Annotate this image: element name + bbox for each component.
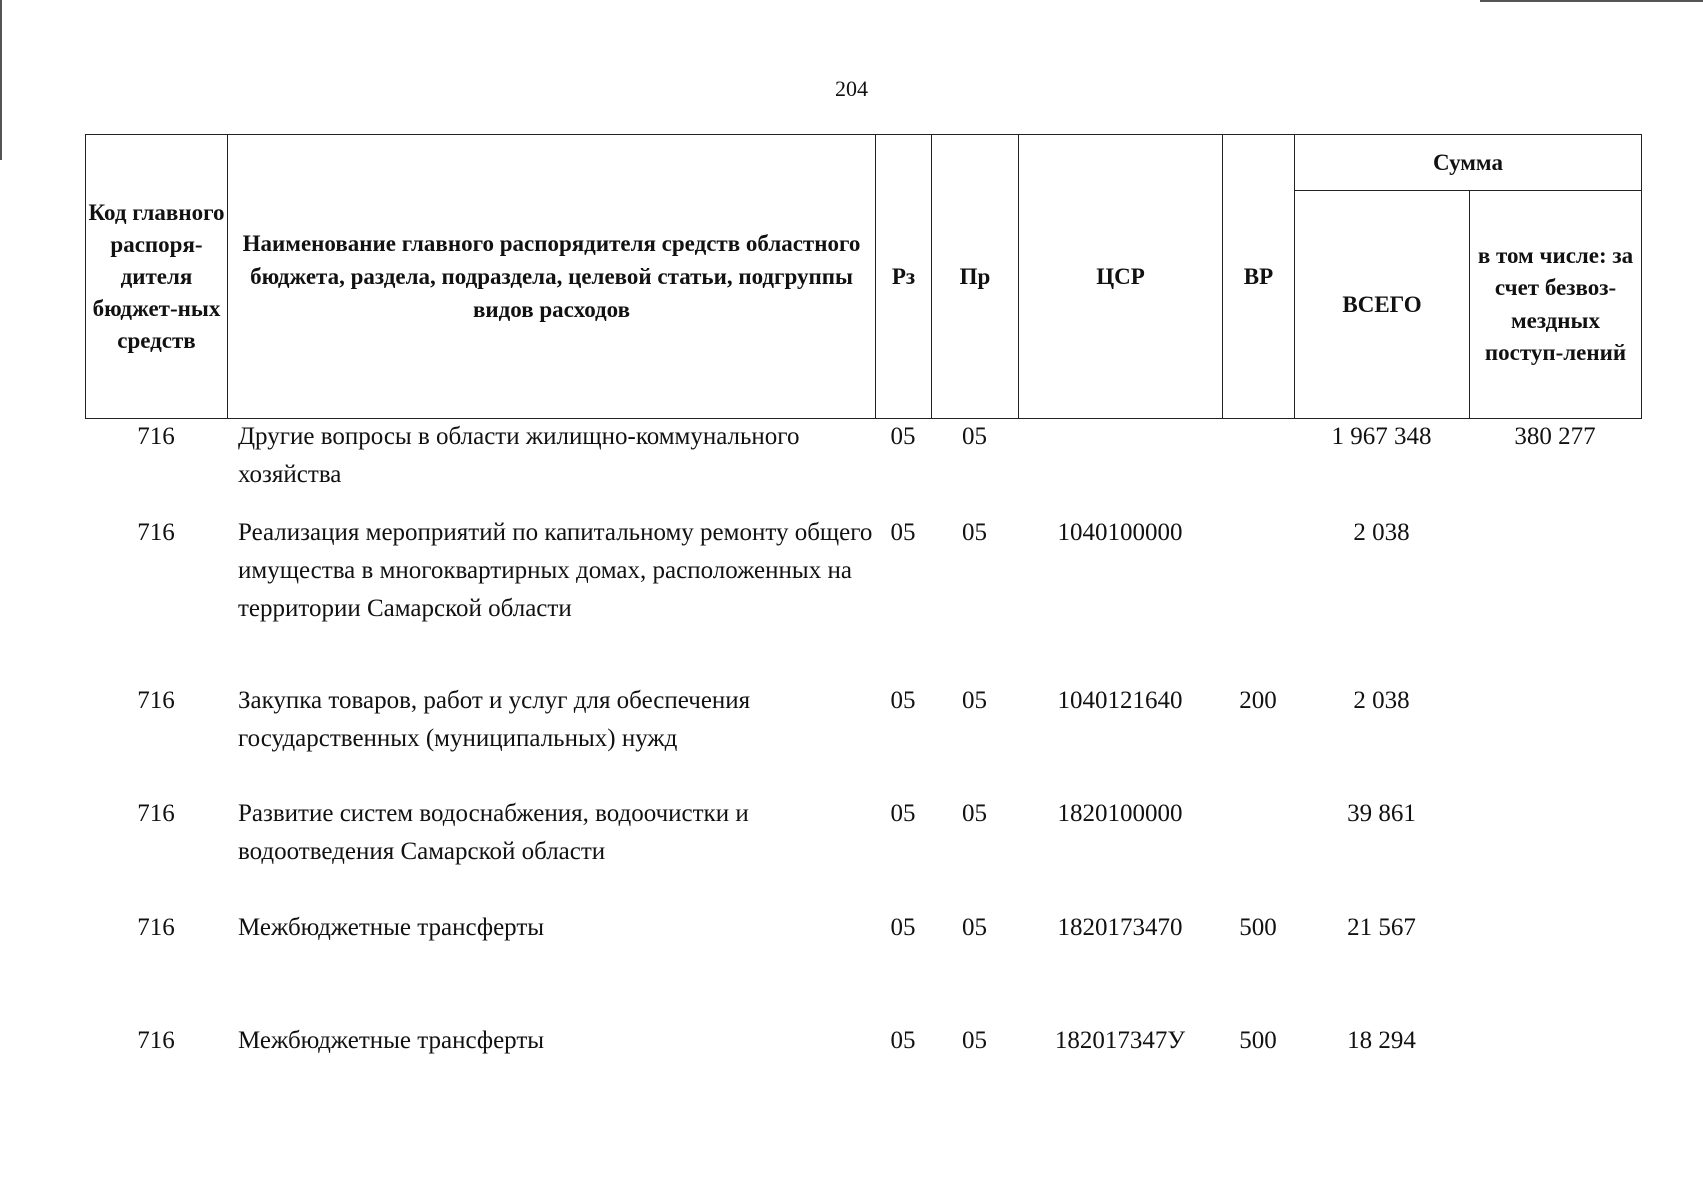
cell-rz: 05: [890, 519, 916, 546]
header-incl: в том числе: за счет безвоз-мездных поступ-лений: [1470, 191, 1642, 419]
cell-csr: 1820173470: [1057, 914, 1183, 941]
cell-csr: 182017347У: [1054, 1027, 1186, 1054]
cell-incl: [1469, 795, 1641, 909]
cell-code: 716: [137, 914, 175, 941]
cell-incl: [1469, 1022, 1641, 1082]
cell-code: 716: [137, 687, 175, 714]
scan-edge-top-right: [1480, 0, 1703, 2]
header-vr: ВР: [1223, 135, 1295, 419]
cell-total: 21 567: [1347, 914, 1416, 941]
cell-rz: 05: [890, 1027, 916, 1054]
cell-name: Реализация мероприятий по капитальному ремонту общего имущества в многоквартирных домах, расположенных на территории Самарской области: [238, 519, 873, 622]
cell-csr: 1820100000: [1057, 800, 1183, 827]
cell-incl: [1469, 514, 1641, 682]
cell-rz: 05: [890, 800, 916, 827]
header-code: Код главного распоря-дителя бюджет-ных средств: [86, 135, 228, 419]
cell-incl: [1469, 682, 1641, 795]
cell-vr: [1222, 795, 1294, 909]
cell-name: Другие вопросы в области жилищно-коммунального хозяйства: [238, 423, 800, 488]
cell-pr: 05: [962, 1027, 987, 1054]
cell-csr: 1040121640: [1057, 687, 1183, 714]
table-row: [85, 909, 1641, 1022]
cell-rz: 05: [890, 423, 916, 450]
cell-rz: 05: [890, 687, 916, 714]
cell-csr: [1018, 418, 1222, 514]
cell-incl: [1469, 909, 1641, 1022]
cell-total: 18 294: [1347, 1027, 1416, 1054]
cell-code: 716: [137, 519, 175, 546]
header-pr: Пр: [932, 135, 1019, 419]
table-row: [85, 682, 1641, 795]
cell-code: 716: [137, 1027, 175, 1054]
cell-name: Развитие систем водоснабжения, водоочистки и водоотведения Самарской области: [238, 800, 749, 865]
table-row: [85, 795, 1641, 909]
cell-total: 2 038: [1353, 519, 1410, 546]
header-csr: ЦСР: [1019, 135, 1223, 419]
cell-code: 716: [137, 800, 175, 827]
cell-pr: 05: [962, 423, 987, 450]
cell-name: Закупка товаров, работ и услуг для обеспечения государственных (муниципальных) нужд: [238, 687, 751, 752]
cell-vr: 200: [1239, 687, 1277, 714]
cell-total: 39 861: [1347, 800, 1416, 827]
table-row: [85, 514, 1641, 682]
cell-total: 2 038: [1353, 687, 1410, 714]
table-row: [85, 418, 1641, 514]
cell-vr: [1222, 514, 1294, 682]
cell-pr: 05: [962, 914, 987, 941]
cell-code: 716: [137, 423, 175, 450]
cell-pr: 05: [962, 800, 987, 827]
cell-vr: 500: [1239, 1027, 1277, 1054]
cell-incl: 380 277: [1514, 423, 1596, 450]
cell-pr: 05: [962, 687, 987, 714]
header-sum: Сумма: [1295, 135, 1642, 191]
cell-rz: 05: [890, 914, 916, 941]
table-row: [85, 1022, 1641, 1082]
header-total: ВСЕГО: [1295, 191, 1470, 419]
cell-total: 1 967 348: [1331, 423, 1432, 450]
table-header: [85, 134, 1642, 419]
cell-vr: [1222, 418, 1294, 514]
cell-name: Межбюджетные трансферты: [238, 914, 545, 941]
cell-csr: 1040100000: [1057, 519, 1183, 546]
cell-vr: 500: [1239, 914, 1277, 941]
page-number: 204: [835, 76, 868, 101]
table-body: [85, 418, 1641, 1082]
cell-name: Межбюджетные трансферты: [238, 1027, 545, 1054]
header-rz: Рз: [876, 135, 932, 419]
cell-pr: 05: [962, 519, 987, 546]
header-name: Наименование главного распорядителя средств областного бюджета, раздела, подраздела, целевой статьи, подгруппы видов расходов: [228, 135, 876, 419]
